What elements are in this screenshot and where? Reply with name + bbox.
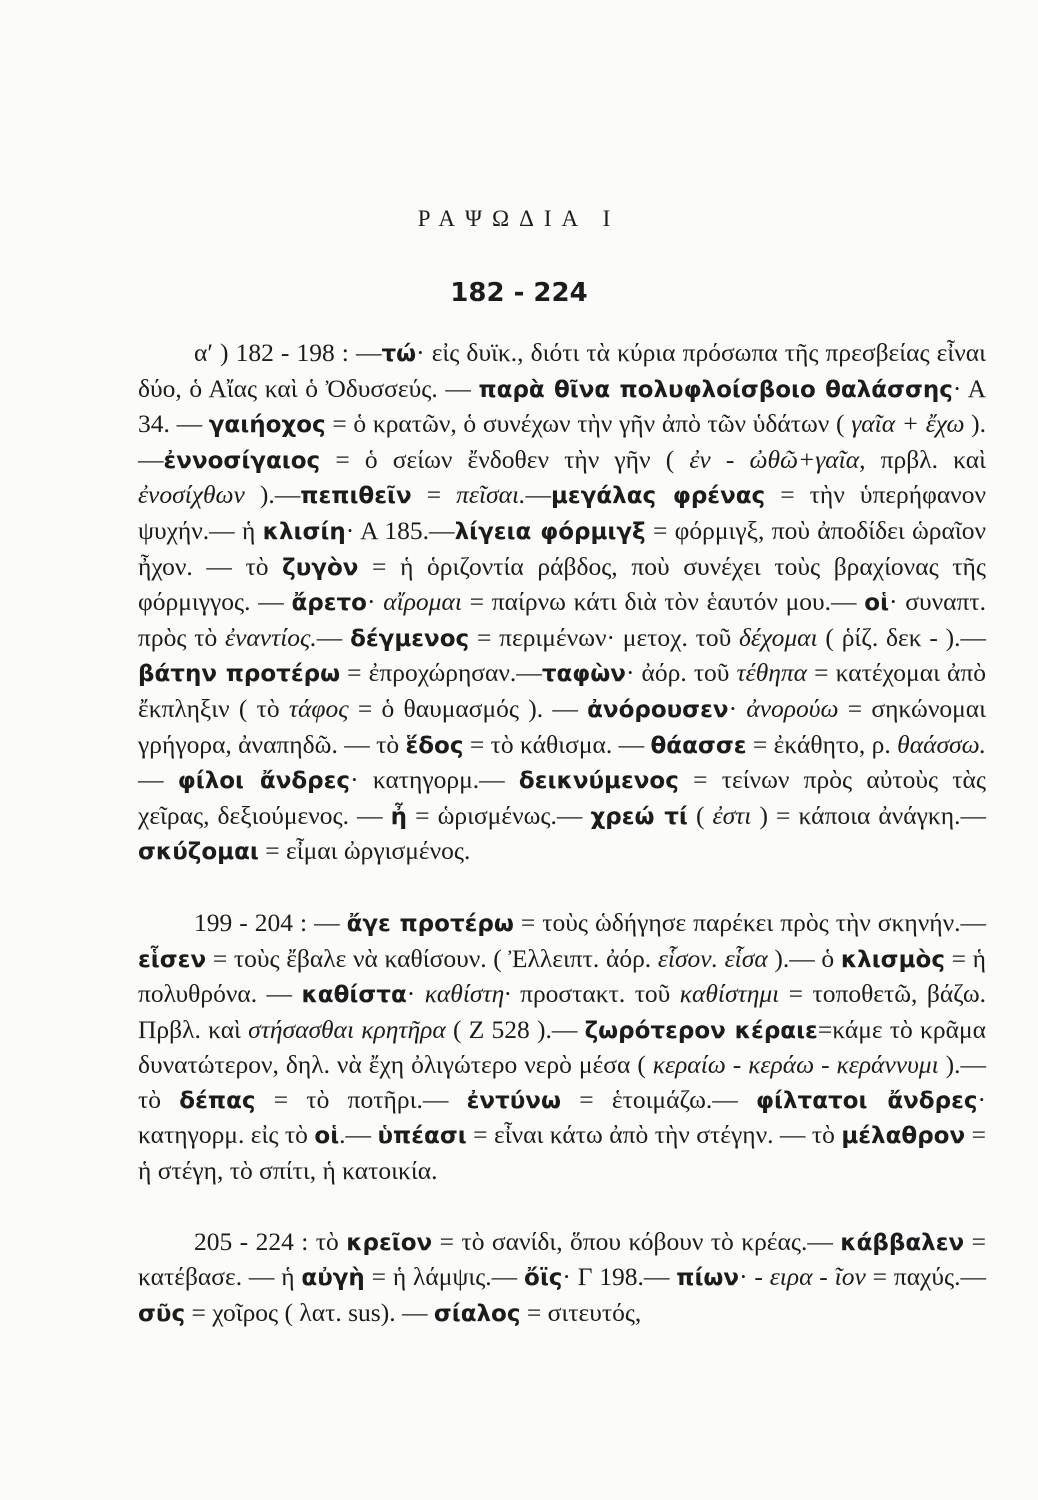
italic-form: καθίστη· [424,979,511,1009]
italic-form: αἴρομαι [383,587,462,617]
lemma-term: λίγεια φόρμιγξ [454,518,646,545]
lemma-term: κάββαλεν [840,1229,965,1256]
lemma-term: ἕδος [405,732,464,759]
gloss-text: = ὡρισμένως.— [407,800,591,830]
lemma-term: ἦ [390,803,408,830]
gloss-text: = εἶμαι ὠργισμένος. [258,836,471,866]
lemma-term: φίλοι ἄνδρες [177,768,351,795]
lemma-term: ταφὼν [541,661,626,688]
gloss-text: · κατηγορμ.— [350,765,519,795]
gloss-text: = τὸ κάθισμα. — [463,729,651,759]
gloss-text: = τοὺς ἔβαλε νὰ καθίσουν. ( Ἐλλειπτ. ἀόρ. [206,943,658,973]
commentary-paragraph-182-198 [138,336,986,870]
gloss-text: ).— τὸ [138,1050,987,1114]
gloss-text: α′ ) 182 - 198 : — [194,338,382,367]
gloss-text: ).— [244,480,301,510]
gloss-text: =κάμε τὸ κρᾶμα δυνατώτερον, δηλ. νὰ ἔχη ὀλιγώτερο νερὸ μέσα ( [138,1014,986,1080]
gloss-text: = ὁ σείων ἔνδοθεν τὴν γῆν ( [320,444,690,474]
lemma-term: εἷσεν [138,946,207,973]
lemma-term: φίλτατοι ἄνδρες [756,1087,978,1114]
lemma-term: ἄρετο [291,590,367,617]
gloss-text: = παίρνω κάτι διὰ τὸν ἑαυτόν μου.— [461,587,865,617]
gloss-text: = ἑτοιμάζω.— [560,1084,757,1114]
italic-form: ἐστι [712,800,752,830]
gloss-text: · Α 185.— [345,515,455,545]
italic-form: εἷσον. εἷσα [657,943,768,973]
lemma-term: πίων [676,1265,740,1292]
italic-form: ἐν - ὠθῶ+γαῖα, [689,444,866,474]
lemma-term: οἱ [864,590,890,617]
gloss-text: · Γ 198.— [562,1262,677,1292]
gloss-text: ).— [138,409,987,474]
lemma-term: ὑπέασι [377,1123,467,1150]
gloss-text: ( ῥίζ. δεκ - ).— [817,622,986,652]
gloss-text: = τείνων πρὸς αὐτοὺς τὰς χεῖρας, δεξιούμενος. — [138,765,986,830]
lemma-term: θάασσε [650,732,747,759]
lemma-term: ζυγὸν [282,554,359,581]
lemma-term: μεγάλας φρένας [550,483,766,510]
gloss-text: = τὴν ὑπερήφανον ψυχήν.— ἡ [138,480,986,545]
gloss-text: = τοὺς ὡδήγησε παρέκει πρὸς τὴν σκηνήν.— [513,907,987,937]
gloss-text: · [406,979,425,1009]
gloss-text: = ἡ ὁριζοντία ράβδος, ποὺ συνέχει τοὺς βραχίονας τῆς φόρμιγγος. — [138,551,986,617]
gloss-text: = περιμένων· μετοχ. τοῦ [469,622,740,652]
lemma-term: αὐγὴ [301,1265,365,1292]
italic-form: ἐναντίος. [225,622,317,652]
commentary-paragraph-199-204 [138,906,986,1189]
lemma-term: ἀνόρουσεν [587,696,729,723]
gloss-text: ) = κάποια ἀνάγκη.— [751,800,986,830]
italic-form: στήσασθαι κρητῆρα [248,1014,446,1044]
lemma-term: οἱ [314,1123,340,1150]
lemma-term: γαιήοχος [208,412,326,439]
lemma-term: σίαλος [433,1300,521,1327]
italic-form: γαῖα + ἔχω [851,409,965,439]
lemma-term: σῦς [138,1300,186,1327]
lemma-term: πεπιθεῖν [300,483,412,510]
gloss-text: · - [739,1262,770,1292]
lemma-term: χρεώ τί [590,803,688,830]
commentary-paragraph-205-224 [138,1225,986,1332]
gloss-text: = παχύς.— [865,1262,986,1292]
italic-form: καθίστημι [679,979,780,1009]
italic-form: θαάσσω. [897,729,986,759]
gloss-text: 205 - 224 : τὸ [194,1226,347,1256]
lemma-term: σκύζομαι [138,839,259,866]
lemma-term: κρεῖον [346,1229,433,1256]
gloss-text: = σιτευτός, [520,1297,642,1327]
lemma-term: κλισίη [262,518,346,545]
italic-form: τάφος [288,693,349,723]
italic-form: πεῖσαι. [456,480,526,510]
gloss-text: — [525,480,551,510]
gloss-text: = τὸ ποτῆρι.— [255,1084,467,1114]
gloss-text: = ὁ κρατῶν, ὁ συνέχων τὴν γῆν ἀπὸ τῶν ὑδάτων ( [325,409,852,439]
italic-form: τέθηπα [736,658,808,688]
italic-form: ἐνοσίχθων [138,480,245,510]
gloss-text: 199 - 204 : — [194,907,347,937]
italic-form: δέχομαι [739,622,818,652]
gloss-text: — [316,622,351,652]
lemma-term: κλισμὸς [840,946,945,973]
gloss-text: · ἀόρ. τοῦ [625,658,737,688]
italic-form: ειρα - ῖον [769,1262,866,1292]
lemma-term: δεικνύμενος [518,768,679,795]
gloss-text: = ἐπροχώρησαν.— [340,658,542,688]
gloss-text: = εἶναι κάτω ἀπὸ τὴν στέγην. — τὸ [466,1120,842,1150]
lemma-term: ἄγε προτέρω [346,910,514,937]
italic-form: κεραίω - κεράω - κεράννυμι [652,1050,939,1080]
gloss-text: · εἰς δυϊκ., διότι τὰ κύρια πρόσωπα τῆς πρεσβείας εἶναι δύο, ὁ Αἴας καὶ ὁ Ὀδυσσεύς. — [138,338,986,403]
gloss-text: = [411,480,457,510]
verse-range-heading: 182 - 224 [450,278,588,308]
gloss-text: πρβλ. καὶ [865,444,986,474]
gloss-text: = ἡ στέγη, τὸ σπίτι, ἡ κατοικία. [138,1120,986,1186]
gloss-text: = ὁ θαυμασμός ). — [348,693,588,723]
gloss-text: · Α 34. — [138,373,987,439]
lemma-term: ἐντύνω [466,1087,561,1114]
gloss-text: · κατηγορμ. εἰς τὸ [138,1084,987,1150]
gloss-text: = κατέχομαι ἀπὸ ἔκπληξιν ( τὸ [138,658,986,723]
lemma-term: ζωρότερον κέραιε [584,1017,818,1044]
gloss-text: = τοποθετῶ, βάζω. Πρβλ. καὶ [138,979,986,1044]
gloss-text: = χοῖρος ( λατ. sus). — [185,1297,434,1327]
lemma-term: καθίστα [301,982,407,1009]
lemma-term: μέλαθρον [841,1123,966,1150]
gloss-text: = ἡ πολυθρόνα. — [138,943,986,1009]
commentary-body [138,336,986,1331]
gloss-text: = κατέβασε. — ἡ [138,1226,986,1292]
gloss-text: = ἡ λάμψις.— [364,1262,525,1292]
gloss-text: · [367,587,384,617]
lemma-term: δέγμενος [350,625,470,652]
gloss-text: ( [687,800,713,830]
lemma-term: ἐννοσίγαιος [163,447,321,474]
gloss-text: = τὸ σανίδι, ὅπου κόβουν τὸ κρέας.— [432,1226,841,1256]
gloss-text: · [728,693,747,723]
lemma-term: τώ [381,341,417,367]
gloss-text: — [138,765,178,795]
lemma-term: δέπας [179,1087,256,1114]
rhapsody-title: ΡΑΨΩΔΙΑ Ι [417,206,621,231]
italic-form: ἀνορούω [746,693,839,723]
gloss-text: προστακτ. τοῦ [510,979,680,1009]
gloss-text: = σηκώνομαι γρήγορα, ἀναπηδῶ. — τὸ [138,693,987,759]
gloss-text: = φόρμιγξ, ποὺ ἀποδίδει ὡραῖον ἦχον. — τὸ [138,515,987,581]
gloss-text: .— [339,1120,378,1150]
gloss-text: ( Ζ 528 ).— [445,1014,585,1044]
gloss-text: · συναπτ. πρὸς τὸ [138,587,987,652]
lemma-term: βάτην προτέρω [138,661,341,688]
lemma-term: ὄϊς [524,1265,563,1292]
gloss-text: = ἐκάθητο, ρ. [746,729,898,759]
lemma-term: παρὰ θῖνα πολυφλοίσβοιο θαλάσσης [478,376,953,403]
gloss-text: ).— ὁ [767,943,841,973]
